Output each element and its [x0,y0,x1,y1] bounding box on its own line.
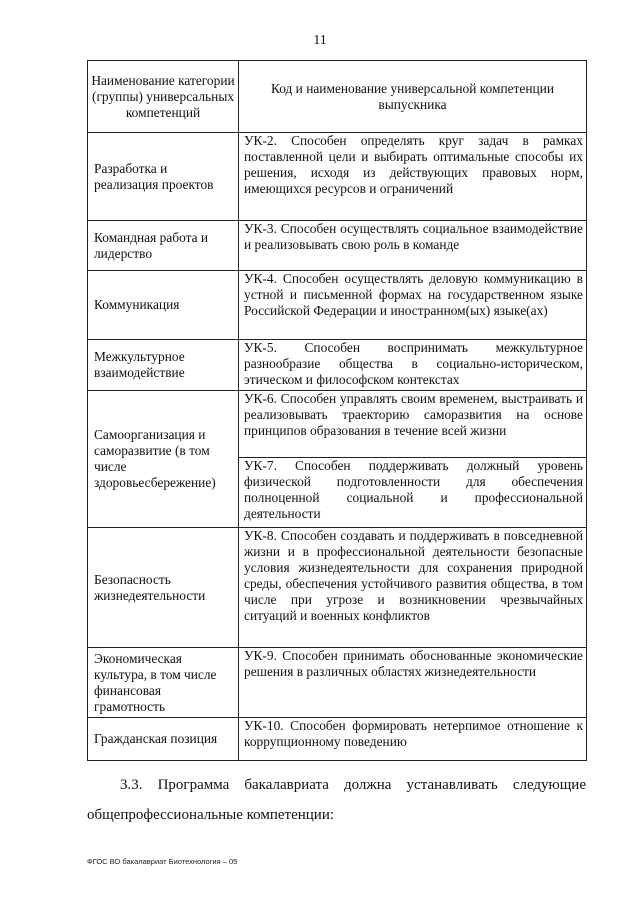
competency-cell: УК-8. Способен создавать и поддерживать в повседневной жизни и в профессиональной деятельности безопасные условия жизнедеятельности для сохранения природной среды, обеспечения устойчивого развития общества, в том числе при угрозе и возникновении чрезвычайных ситуаций и военных конфликтов [239,528,587,648]
header-category: Наименование категории (группы) универсальных компетенций [88,61,239,133]
competency-cell: УК-5. Способен воспринимать межкультурное разнообразие общества в социально-историческом, этическом и философском контекстах [239,340,587,391]
table-row [88,340,587,391]
category-cell: Коммуникация [88,271,239,340]
competency-cell: УК-7. Способен поддерживать должный уровень физической подготовленности для обеспечения полноценной социальной и профессиональной деятельности [239,458,587,528]
header-competency: Код и наименование универсальной компетенции выпускника [239,61,587,133]
table-row [88,528,587,648]
category-cell: Командная работа и лидерство [88,221,239,271]
competency-cell: УК-2. Способен определять круг задач в рамках поставленной цели и выбирать оптимальные способы их решения, исходя из действующих правовых норм, имеющихся ресурсов и ограничений [239,133,587,221]
table-row [88,718,587,761]
category-cell: Межкультурное взаимодействие [88,340,239,391]
page-number: 11 [313,33,327,48]
category-cell: Гражданская позиция [88,718,239,761]
table-row [88,391,587,458]
section-paragraph [87,770,586,830]
competency-cell: УК-10. Способен формировать нетерпимое отношение к коррупционному поведению [239,718,587,761]
competency-cell: УК-6. Способен управлять своим временем, выстраивать и реализовывать траекторию саморазвития на основе принципов образования в течение всей жизни [239,391,587,458]
table-header-row [88,61,587,133]
document-footer: ФГОС ВО бакалавриат Биотехнология – 05 [87,857,238,866]
table-row [88,648,587,718]
table-row [88,271,587,340]
competency-cell: УК-9. Способен принимать обоснованные экономические решения в различных областях жизнедеятельности [239,648,587,718]
category-cell: Экономическая культура, в том числе финансовая грамотность [88,648,239,718]
competency-cell: УК-4. Способен осуществлять деловую коммуникацию в устной и письменной формах на государственном языке Российской Федерации и иностранном(ых) языке(ах) [239,271,587,340]
category-cell: Безопасность жизнедеятельности [88,528,239,648]
table-row [88,133,587,221]
category-cell: Разработка и реализация проектов [88,133,239,221]
category-cell: Самоорганизация и саморазвитие (в том числе здоровьесбережение) [88,391,239,528]
table-row [88,221,587,271]
paragraph-line-2: общепрофессиональные компетенции: [87,807,335,823]
competency-cell: УК-3. Способен осуществлять социальное взаимодействие и реализовывать свою роль в команде [239,221,587,271]
paragraph-line-1: 3.3. Программа бакалавриата должна устанавливать следующие [120,777,586,793]
competency-table [87,60,587,761]
